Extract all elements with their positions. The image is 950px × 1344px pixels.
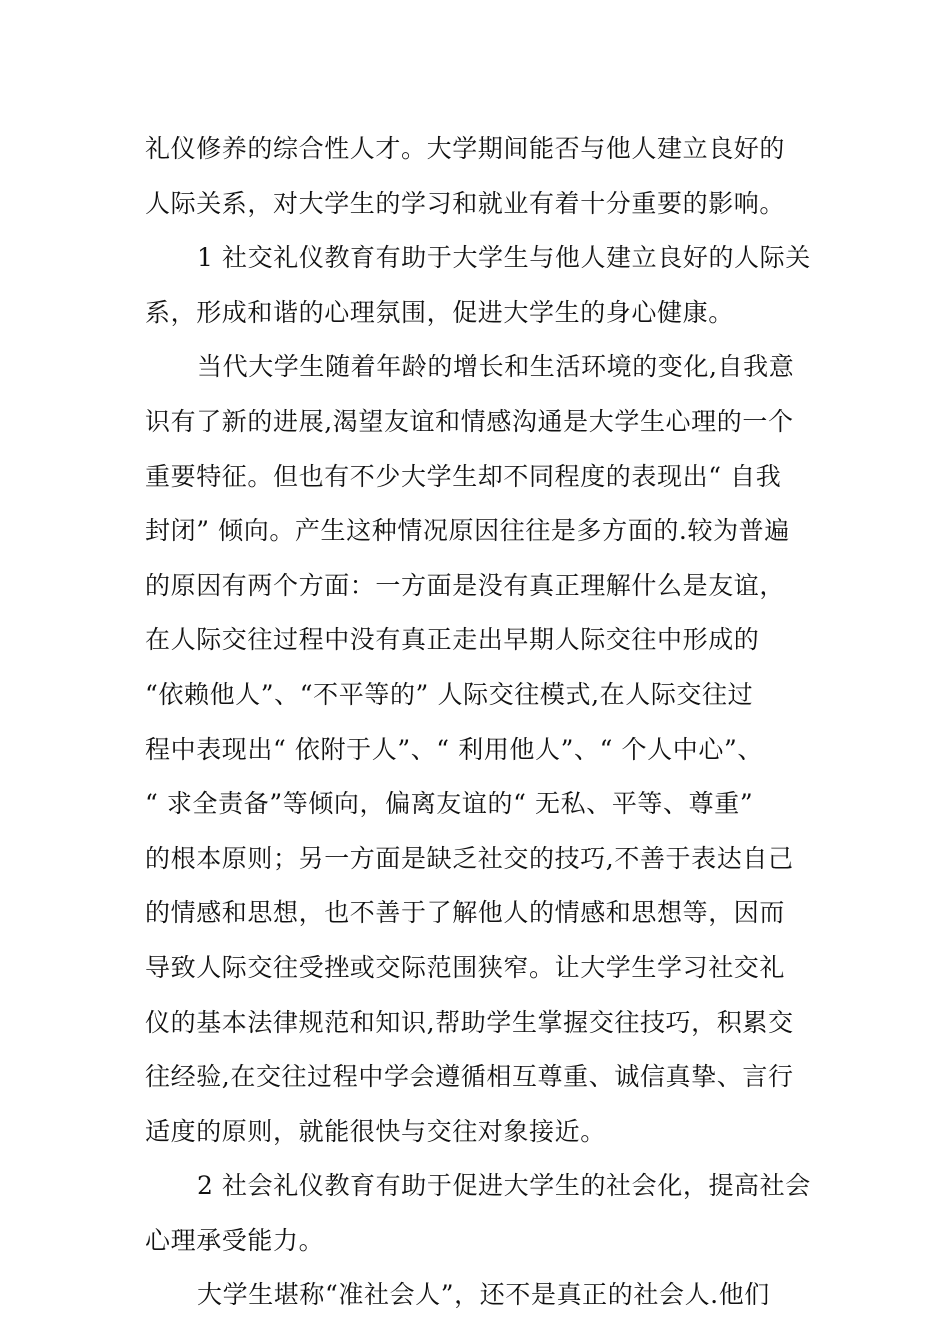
section-heading-line: 系，形成和谐的心理氛围，促进大学生的身心健康。 — [145, 297, 734, 327]
text-line: 的情感和思想，也不善于了解他人的情感和思想等，因而 — [145, 898, 786, 928]
text-line: “ 求全责备”等倾向，偏离友谊的“ 无私、平等、尊重” — [145, 789, 754, 819]
text-line: 适度的原则，就能很快与交往对象接近。 — [145, 1116, 606, 1146]
text-line: “依赖他人”、“不平等的” 人际交往模式,在人际交往过 — [145, 679, 754, 709]
section-heading-line: 心理承受能力。 — [145, 1225, 325, 1255]
text-line: 在人际交往过程中没有真正走出早期人际交往中形成的 — [145, 625, 760, 655]
text-line: 的根本原则；另一方面是缺乏社交的技巧,不善于表达自己 — [145, 843, 794, 873]
text-line: 封闭” 倾向。产生这种情况原因往往是多方面的.较为普遍 — [145, 516, 790, 546]
paragraph-start-line: 大学生堪称“准社会人”，还不是真正的社会人.他们 — [197, 1280, 770, 1310]
body-text — [145, 126, 845, 1327]
paragraph-start-line: 当代大学生随着年龄的增长和生活环境的变化,自我意 — [197, 352, 795, 382]
section-heading-line: 2 社会礼仪教育有助于促进大学生的社会化，提高社会 — [197, 1171, 811, 1201]
text-line: 识有了新的进展,渴望友谊和情感沟通是大学生心理的一个 — [145, 406, 794, 436]
text-line: 人际关系，对大学生的学习和就业有着十分重要的影响。 — [145, 188, 786, 218]
text-line: 礼仪修养的综合性人才。大学期间能否与他人建立良好的 — [145, 134, 786, 163]
text-line: 导致人际交往受挫或交际范围狭窄。让大学生学习社交礼 — [145, 952, 786, 982]
text-line: 往经验,在交往过程中学会遵循相互尊重、诚信真挚、言行 — [145, 1062, 794, 1092]
text-line: 程中表现出“ 依附于人”、“ 利用他人”、“ 个人中心”、 — [145, 734, 763, 764]
text-line: 重要特征。但也有不少大学生却不同程度的表现出“ 自我 — [145, 461, 782, 491]
text-line: 的原因有两个方面：一方面是没有真正理解什么是友谊， — [145, 570, 786, 600]
text-line: 仪的基本法律规范和知识,帮助学生掌握交往技巧，积累交 — [145, 1007, 794, 1037]
section-heading-line: 1 社交礼仪教育有助于大学生与他人建立良好的人际关 — [197, 243, 811, 273]
